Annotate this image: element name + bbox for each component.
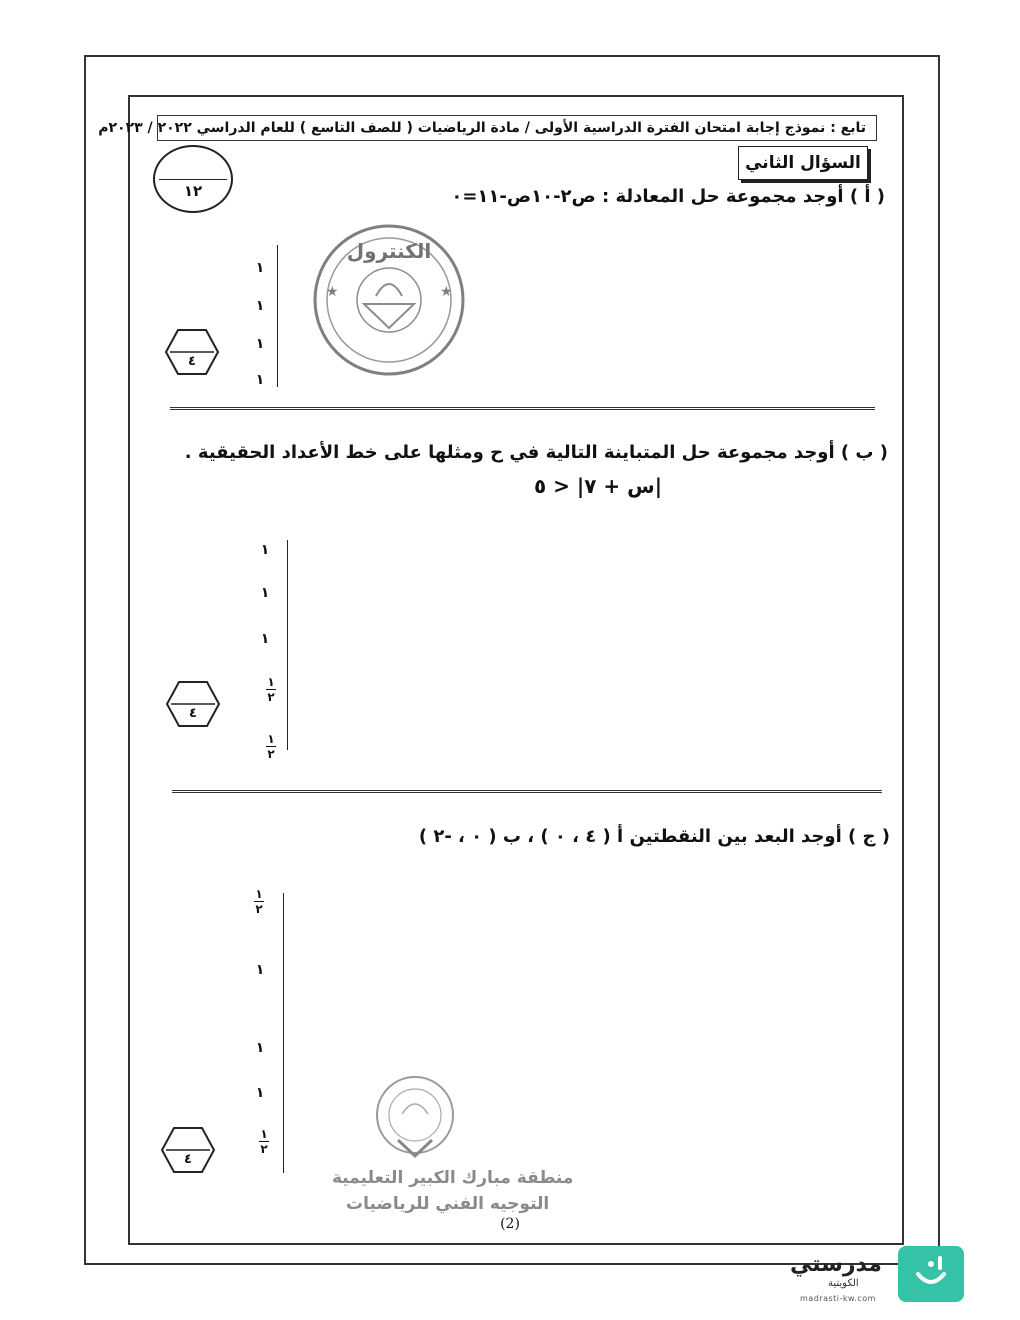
fraction-denominator: ٢ — [267, 747, 275, 761]
part-a-question: ( أ ) أوجد مجموعة حل المعادلة : ص٢-١٠ص-١١=٠ — [451, 186, 885, 207]
part-c-mark-line — [283, 893, 284, 1173]
madrasti-logo-icon — [898, 1246, 964, 1302]
total-score-circle — [153, 145, 233, 213]
part-a-mark-3: ١ — [255, 336, 265, 352]
question-title: السؤال الثاني — [738, 146, 868, 180]
inner-page-frame — [128, 95, 904, 1245]
part-c-mark-1: ١ — [255, 962, 265, 978]
part-c-question: ( ج ) أوجد البعد بين النقطتين أ ( ٤ ، ٠ ) ، ب ( ٠ ، -٢ ) — [418, 826, 890, 847]
page-number: (2) — [500, 1216, 520, 1232]
part-a-mark-1: ١ — [255, 260, 265, 276]
part-c-mark-3: ١ — [255, 1085, 265, 1101]
part-b-score: ٤ — [189, 706, 197, 721]
logo-subtitle: الكويتية — [828, 1278, 859, 1289]
part-a-mark-line — [277, 245, 278, 387]
smile-icon — [898, 1246, 964, 1302]
part-c-half-mark-top — [249, 888, 269, 915]
part-b-score-hexagon — [165, 680, 221, 728]
part-c-score-hexagon — [160, 1126, 216, 1174]
fraction-denominator: ٢ — [260, 1142, 268, 1156]
fraction-denominator: ٢ — [267, 690, 275, 704]
part-b-mark-1: ١ — [260, 542, 270, 558]
svg-text:★: ★ — [326, 284, 339, 300]
part-a-score: ٤ — [188, 354, 196, 369]
part-b-mark-line — [287, 540, 288, 750]
fraction-denominator: ٢ — [255, 902, 263, 916]
part-a-mark-2: ١ — [255, 298, 265, 314]
part-c-score: ٤ — [184, 1152, 192, 1167]
fraction-numerator: ١ — [267, 732, 275, 746]
part-c-half-mark-bottom — [254, 1128, 274, 1155]
control-seal-icon — [306, 220, 472, 380]
part-b-half-mark-2 — [261, 733, 281, 760]
stamp-line-1: منطقة مبارك الكبير التعليمية — [332, 1168, 574, 1188]
exam-header-text: تابع : نموذج إجابة امتحان الفترة الدراسية الأولى / مادة الرياضيات ( للصف التاسع ) للعام الدراسي ٢٠٢٢ / ٢٠٢٣م — [98, 120, 866, 136]
exam-header — [98, 115, 877, 141]
part-b-mark-3: ١ — [260, 631, 270, 647]
score-divider — [159, 179, 227, 180]
fraction-numerator: ١ — [267, 675, 275, 689]
fraction-numerator: ١ — [255, 887, 263, 901]
part-b-mark-2: ١ — [260, 585, 270, 601]
separator-2 — [172, 790, 882, 797]
logo-name: مدرستي — [790, 1252, 882, 1277]
ministry-emblem-icon — [370, 1070, 460, 1160]
part-b-inequality: |س + ٧| < ٥ — [534, 474, 663, 498]
part-b-half-mark-1 — [261, 676, 281, 703]
svg-text:★: ★ — [440, 284, 453, 300]
part-a-mark-4: ١ — [255, 372, 265, 388]
logo-url: madrasti-kw.com — [800, 1294, 876, 1303]
separator-1 — [170, 407, 875, 414]
fraction-numerator: ١ — [260, 1127, 268, 1141]
part-a-score-hexagon — [164, 328, 220, 376]
part-b-question: ( ب ) أوجد مجموعة حل المتباينة التالية في ح ومثلها على خط الأعداد الحقيقية . — [184, 442, 888, 463]
part-c-mark-2: ١ — [255, 1040, 265, 1056]
seal-text: الكنترول — [346, 239, 432, 263]
stamp-line-2: التوجيه الفني للرياضيات — [346, 1194, 550, 1214]
total-score: ١٢ — [183, 182, 203, 200]
